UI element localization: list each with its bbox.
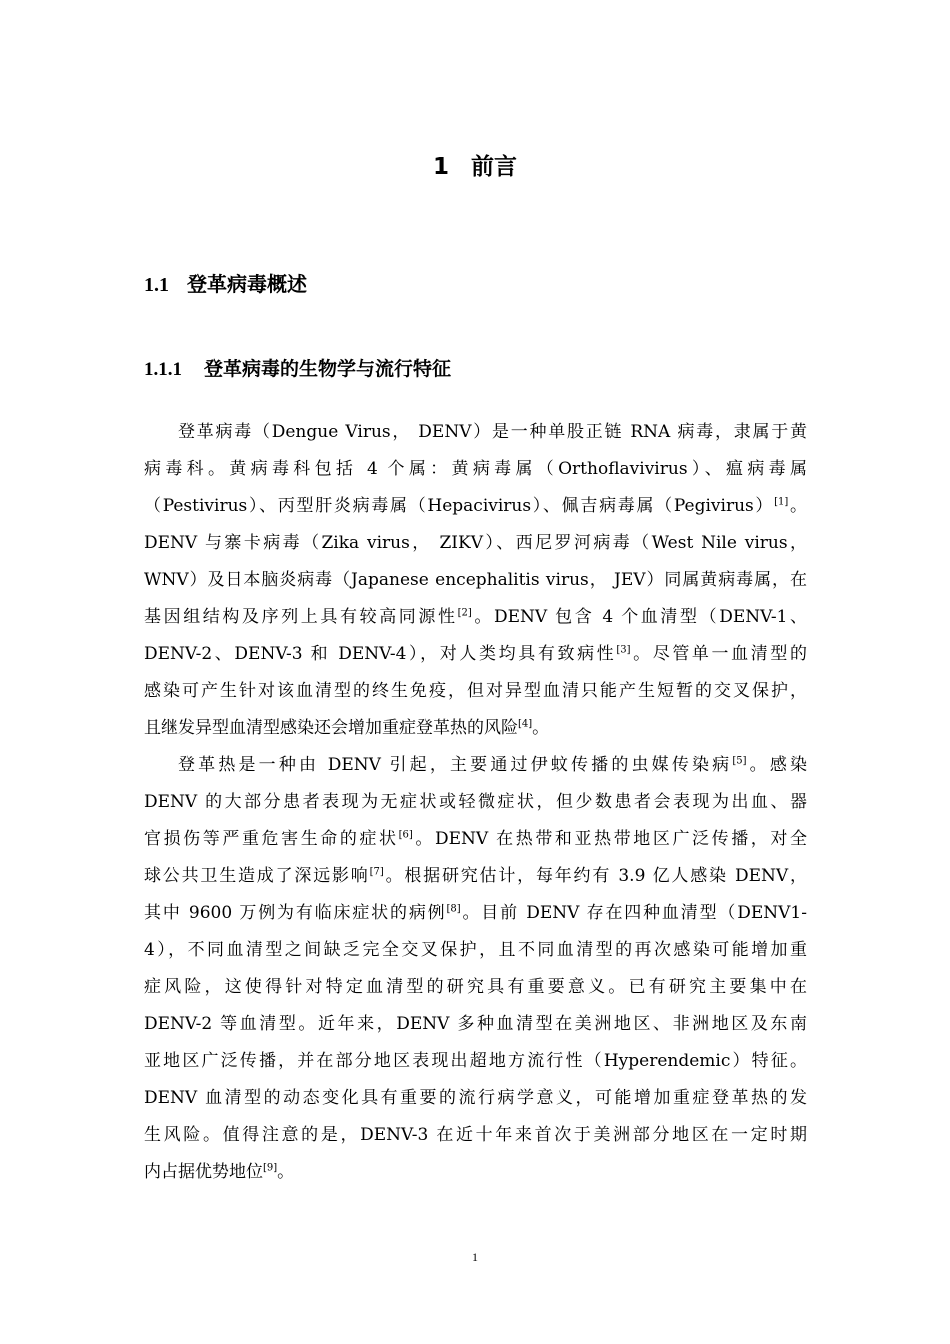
section-heading (144, 268, 307, 301)
line-text: 生风险。值得注意的是，DENV-3 在近十年来首次于美洲部分地区在一定时期 (144, 1125, 807, 1145)
text-line (144, 821, 807, 858)
text-line (144, 858, 807, 895)
text-line (144, 932, 807, 969)
section-number: 1.1 (144, 274, 169, 296)
line-text: 登革热是一种由 DENV 引起，主要通过伊蚊传播的虫媒传染病 (178, 755, 733, 775)
line-text: 内占据优势地位 (144, 1162, 263, 1182)
line-text: 症风险，这使得针对特定血清型的研究具有重要意义。已有研究主要集中在 (144, 977, 807, 997)
text-line (144, 488, 807, 525)
body-text (144, 414, 807, 1191)
citation: [1] (774, 496, 789, 508)
line-text: 。DENV 包含 4 个血清型（DENV-1、 (471, 607, 807, 627)
text-line (144, 784, 807, 821)
line-text: DENV 的大部分患者表现为无症状或轻微症状，但少数患者会表现为出血、器 (144, 792, 807, 812)
text-line (144, 969, 807, 1006)
subsection-title: 登革病毒的生物学与流行特征 (204, 358, 452, 380)
text-line (144, 710, 807, 747)
line-text: （Pestivirus）、丙型肝炎病毒属（Hepacivirus）、佩吉病毒属（Pegivirus） (144, 496, 775, 516)
page-number: 1 (472, 1250, 478, 1264)
line-text: 登革病毒（Dengue Virus， DENV）是一种单股正链 RNA 病毒，隶属于黄 (178, 422, 807, 442)
text-line (144, 599, 807, 636)
chapter-number: 1 (432, 154, 449, 180)
chapter-title: 前言 (471, 154, 517, 180)
text-line (144, 525, 807, 562)
subsection-heading (144, 353, 451, 386)
line-text: DENV 血清型的动态变化具有重要的流行病学意义，可能增加重症登革热的发 (144, 1088, 807, 1108)
line-text: 。DENV 在热带和亚热带地区广泛传播，对全 (412, 829, 807, 849)
line-text: 感染可产生针对该血清型的终生免疫，但对异型血清只能产生短暂的交叉保护， (144, 681, 807, 701)
line-text: 。目前 DENV 存在四种血清型（DENV1- (460, 903, 807, 923)
line-text: 。 (532, 718, 550, 738)
citation: [9] (263, 1162, 278, 1174)
citation: [2] (457, 607, 472, 619)
line-text: 基因组结构及序列上具有较高同源性 (144, 607, 458, 627)
line-text: 病毒科。黄病毒科包括 4 个属：黄病毒属（Orthoflavivirus）、瘟病毒属 (144, 459, 807, 479)
line-text: 其中 9600 万例为有临床症状的病例 (144, 903, 447, 923)
citation: [5] (732, 755, 747, 767)
line-text: 。 (788, 496, 808, 516)
text-line (144, 636, 807, 673)
subsection-number: 1.1.1 (144, 359, 182, 380)
text-line (144, 451, 807, 488)
text-line (144, 562, 807, 599)
chapter-heading (0, 150, 950, 184)
line-text: DENV 与寨卡病毒（Zika virus， ZIKV）、西尼罗河病毒（West Nile virus， (144, 533, 807, 553)
text-line (144, 1043, 807, 1080)
text-line (144, 1006, 807, 1043)
line-text: 4），不同血清型之间缺乏完全交叉保护，且不同血清型的再次感染可能增加重 (144, 940, 807, 960)
line-text: 亚地区广泛传播，并在部分地区表现出超地方流行性（Hyperendemic）特征。 (144, 1051, 807, 1071)
paragraph-2 (144, 747, 807, 1191)
line-text: 。感染 (746, 755, 807, 775)
line-text: 球公共卫生造成了深远影响 (144, 866, 370, 886)
citation: [4] (518, 718, 533, 730)
line-text: 且继发异型血清型感染还会增加重症登革热的风险 (144, 718, 518, 738)
text-line (144, 673, 807, 710)
text-line (144, 414, 807, 451)
text-line (144, 747, 807, 784)
citation: [6] (398, 829, 413, 841)
citation: [7] (369, 866, 384, 878)
citation: [8] (446, 903, 461, 915)
citation: [3] (616, 644, 631, 656)
line-text: WNV）及日本脑炎病毒（Japanese encephalitis virus， JEV）同属黄病毒属，在 (144, 570, 807, 590)
text-line (144, 1080, 807, 1117)
text-line (144, 1117, 807, 1154)
paragraph-1 (144, 414, 807, 747)
line-text: DENV-2、DENV-3 和 DENV-4），对人类均具有致病性 (144, 644, 617, 664)
text-line (144, 1154, 807, 1191)
line-text: 。 (277, 1162, 295, 1182)
text-line (144, 895, 807, 932)
line-text: DENV-2 等血清型。近年来，DENV 多种血清型在美洲地区、非洲地区及东南 (144, 1014, 807, 1034)
line-text: 官损伤等严重危害生命的症状 (144, 829, 399, 849)
section-title: 登革病毒概述 (187, 272, 307, 296)
line-text: 。尽管单一血清型的 (630, 644, 808, 664)
line-text: 。根据研究估计，每年约有 3.9 亿人感染 DENV， (383, 866, 807, 886)
